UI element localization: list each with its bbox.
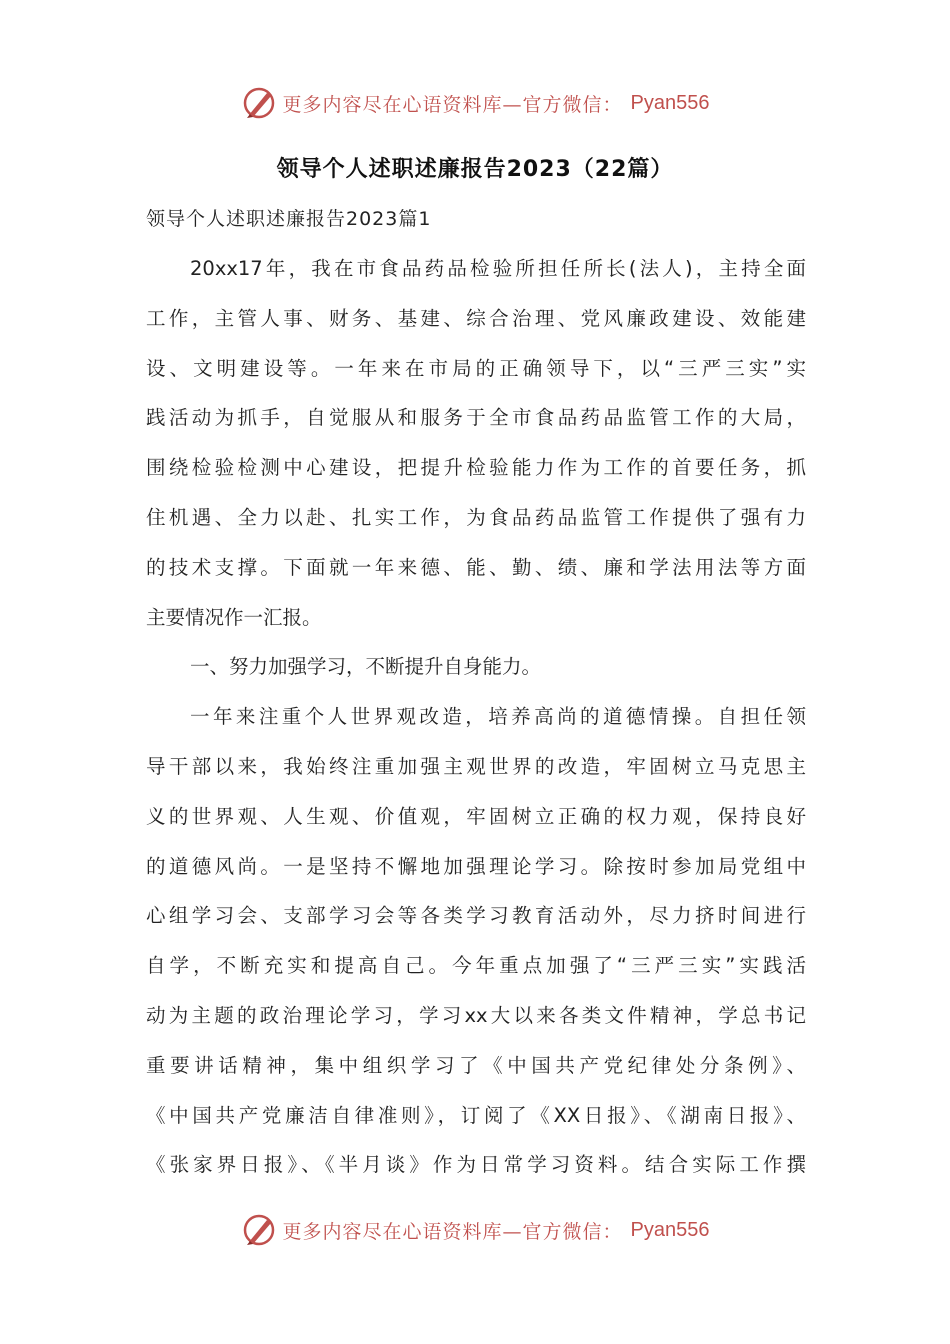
body-line: 设、文明建设等。一年来在市局的正确领导下，以“三严三实”实 (146, 356, 806, 380)
body-line: 20xx17年，我在市食品药品检验所担任所长(法人)，主持全面 (190, 257, 806, 280)
banner-wechat-id: Pyan556 (630, 1218, 710, 1241)
banner-text: 更多内容尽在心语资料库—官方微信： (282, 93, 623, 116)
header-banner (0, 83, 950, 123)
footer-banner (0, 1210, 950, 1250)
body-line: 践活动为抓手，自觉服从和服务于全市食品药品监管工作的大局， (146, 406, 806, 430)
body-line: 一年来注重个人世界观改造，培养高尚的道德情操。自担任领 (190, 705, 806, 729)
pen-circle-logo-icon (241, 85, 277, 121)
body-line: 导干部以来，我始终注重加强主观世界的改造，牢固树立马克思主 (146, 754, 806, 778)
banner-wechat-id: Pyan556 (630, 91, 710, 114)
body-line: 的技术支撑。下面就一年来德、能、勤、绩、廉和学法用法等方面 (146, 555, 806, 579)
body-line: 《中国共产党廉洁自律准则》，订阅了《XX日报》、《湖南日报》、 (146, 1103, 806, 1127)
body-line: 义的世界观、人生观、价值观，牢固树立正确的权力观，保持良好 (146, 804, 806, 828)
pen-circle-logo-icon (241, 1212, 277, 1248)
body-line: 动为主题的政治理论学习，学习xx大以来各类文件精神，学总书记 (146, 1003, 806, 1027)
body-line: 重要讲话精神，集中组织学习了《中国共产党纪律处分条例》、 (146, 1053, 806, 1077)
body-line: 工作，主管人事、财务、基建、综合治理、党风廉政建设、效能建 (146, 306, 806, 330)
section-heading: 一、努力加强学习，不断提升自身能力。 (190, 655, 542, 679)
document-title: 领导个人述职述廉报告2023（22篇） (276, 157, 674, 182)
document-body (146, 244, 806, 1190)
body-line: 《张家界日报》、《半月谈》作为日常学习资料。结合实际工作撰 (146, 1153, 806, 1177)
banner-text: 更多内容尽在心语资料库—官方微信： (282, 1220, 623, 1243)
body-line: 围绕检验检测中心建设，把提升检验能力作为工作的首要任务，抓 (146, 456, 806, 480)
body-line: 自学，不断充实和提高自己。今年重点加强了“三严三实”实践活 (146, 954, 806, 978)
body-line: 心组学习会、支部学习会等各类学习教育活动外，尽力挤时间进行 (146, 904, 806, 928)
body-line: 主要情况作一汇报。 (146, 605, 322, 629)
section-subtitle: 领导个人述职述廉报告2023篇1 (146, 208, 432, 230)
body-line: 的道德风尚。一是坚持不懈地加强理论学习。除按时参加局党组中 (146, 854, 806, 878)
body-line: 住机遇、全力以赴、扎实工作，为食品药品监管工作提供了强有力 (146, 505, 806, 529)
